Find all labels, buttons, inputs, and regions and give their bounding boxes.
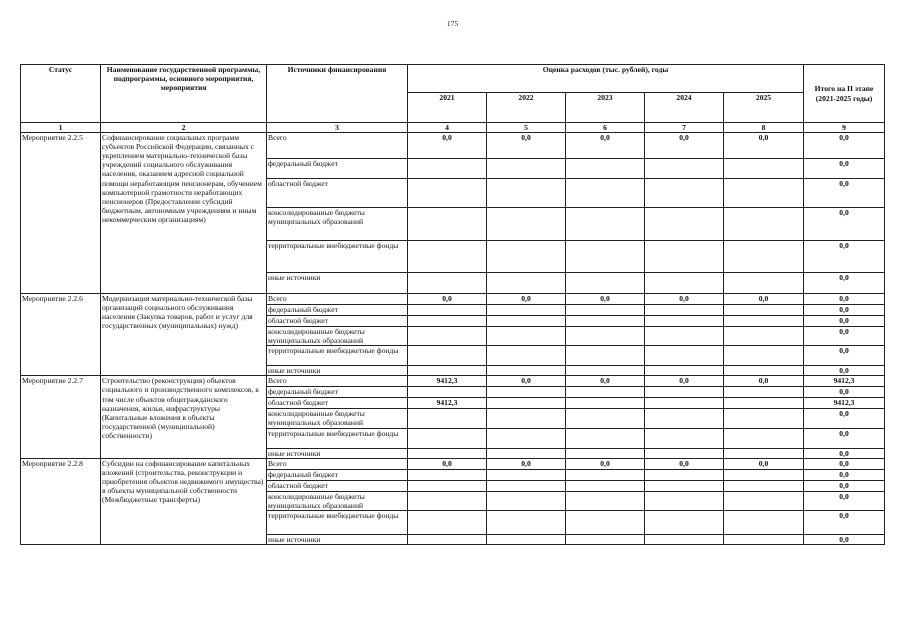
year-value [724,273,804,294]
year-value [724,428,804,448]
year-value [487,480,566,491]
column-index: 4 [408,123,487,133]
year-value [566,409,645,428]
total-value: 0,0 [804,510,885,534]
funding-source: областной бюджет [267,316,408,327]
header-total: Итого на II этапе (2021-2025 годы) [804,65,885,123]
year-value [724,398,804,409]
year-value [487,316,566,327]
total-value: 0,0 [804,159,885,179]
column-index: 7 [645,123,724,133]
header-year: 2023 [566,93,645,123]
year-value [724,305,804,316]
total-value: 0,0 [804,428,885,448]
funding-source: иные источники [267,273,408,294]
funding-source: федеральный бюджет [267,305,408,316]
year-value [645,346,724,366]
header-status: Статус [21,65,101,123]
year-value [566,387,645,398]
total-value: 0,0 [804,366,885,376]
funding-source: иные источники [267,366,408,376]
measure-name: Субсидии на софинансирование капитальных вложений (строительства, реконструкции и приобретения объектов недвижимого имущества) в объекты муниципальной собственности (Межбюджетные трансферты) [101,458,267,544]
year-value [566,346,645,366]
year-value [645,510,724,534]
total-value: 0,0 [804,273,885,294]
total-value: 0,0 [804,294,885,305]
year-value [487,387,566,398]
year-value [645,316,724,327]
funding-source: территориальные внебюджетные фонды [267,428,408,448]
total-value: 0,0 [804,491,885,510]
year-value [487,366,566,376]
year-value [566,398,645,409]
year-value [487,179,566,208]
year-value [645,159,724,179]
year-value [408,428,487,448]
measure-status: Мероприятие 2.2.7 [21,376,101,458]
total-value: 0,0 [804,305,885,316]
funding-source: федеральный бюджет [267,469,408,480]
year-value [487,409,566,428]
year-value [724,387,804,398]
total-value: 9412,3 [804,376,885,387]
year-value [487,273,566,294]
year-value [645,179,724,208]
year-value [566,273,645,294]
year-value [566,327,645,346]
header-year: 2021 [408,93,487,123]
year-value [487,305,566,316]
year-value [487,241,566,273]
year-value [487,428,566,448]
year-value [645,428,724,448]
expenditure-table [20,64,885,545]
funding-source: федеральный бюджет [267,387,408,398]
measure-name: Софинансирование социальных программ субъектов Российской Федерации, связанных с укреплением материально-технической базы учреждений социального обслуживания населения, оказанием адресной социальной помощи неработающим пенсионерам, обучением компьютерной грамотности неработающих пенсионеров (Предоставление субсидий бюджетным, автономным учреждениям и иным некоммерческим организациям) [101,133,267,294]
column-index: 9 [804,123,885,133]
year-value [487,448,566,458]
column-index: 6 [566,123,645,133]
year-value [566,159,645,179]
year-value [408,491,487,510]
year-value [408,387,487,398]
year-value [724,409,804,428]
year-value: 0,0 [724,376,804,387]
year-value: 0,0 [566,376,645,387]
year-value [645,387,724,398]
year-value [724,534,804,544]
funding-source: иные источники [267,534,408,544]
column-index: 3 [267,123,408,133]
table-row [21,133,885,159]
year-value [566,491,645,510]
header-year: 2025 [724,93,804,123]
year-value [566,534,645,544]
year-value [724,491,804,510]
year-value [566,448,645,458]
funding-source: территориальные внебюджетные фонды [267,510,408,534]
year-value: 0,0 [408,458,487,469]
funding-source: Всего [267,133,408,159]
year-value [487,398,566,409]
year-value [566,208,645,241]
year-value [566,241,645,273]
header-name: Наименование государственной программы, подпрограммы, основного мероприятия, мероприятия [101,65,267,123]
year-value: 0,0 [645,458,724,469]
year-value: 0,0 [566,133,645,159]
total-value: 0,0 [804,387,885,398]
year-value: 9412,3 [408,398,487,409]
year-value [487,346,566,366]
year-value [645,305,724,316]
year-value: 0,0 [487,294,566,305]
funding-source: консолидированные бюджеты муниципальных образований [267,491,408,510]
year-value: 0,0 [724,133,804,159]
year-value [645,398,724,409]
year-value [408,273,487,294]
year-value [724,469,804,480]
funding-source: консолидированные бюджеты муниципальных образований [267,208,408,241]
year-value: 0,0 [487,458,566,469]
year-value [645,208,724,241]
funding-source: Всего [267,458,408,469]
year-value [645,409,724,428]
year-value [487,327,566,346]
year-value [408,327,487,346]
table-row [21,294,885,305]
year-value [724,241,804,273]
header-year: 2024 [645,93,724,123]
year-value [408,366,487,376]
year-value: 0,0 [645,376,724,387]
funding-source: территориальные внебюджетные фонды [267,346,408,366]
year-value [408,469,487,480]
column-index: 8 [724,123,804,133]
year-value [566,469,645,480]
year-value [566,316,645,327]
year-value [408,316,487,327]
total-value: 0,0 [804,316,885,327]
funding-source: Всего [267,376,408,387]
year-value [408,241,487,273]
year-value [724,159,804,179]
year-value [487,159,566,179]
funding-source: территориальные внебюджетные фонды [267,241,408,273]
year-value [566,510,645,534]
year-value [724,366,804,376]
total-value: 0,0 [804,241,885,273]
year-value [645,366,724,376]
measure-name: Строительство (реконструкция) объектов социального и производственного комплексов, в том числе объектов общегражданского назначения, жилья, инфраструктуры (Капитальные вложения в объекты государственной (муниципальной) собственности) [101,376,267,458]
year-value [408,480,487,491]
year-value [408,534,487,544]
funding-source: консолидированные бюджеты муниципальных образований [267,327,408,346]
total-value: 0,0 [804,133,885,159]
year-value: 9412,3 [408,376,487,387]
total-value: 0,0 [804,179,885,208]
year-value [645,448,724,458]
year-value [724,179,804,208]
year-value [487,469,566,480]
total-value: 0,0 [804,208,885,241]
total-value: 9412,3 [804,398,885,409]
year-value [487,491,566,510]
header-sources: Источники финансирования [267,65,408,123]
table-row [21,376,885,387]
year-value [487,510,566,534]
total-value: 0,0 [804,409,885,428]
year-value [408,346,487,366]
year-value [724,510,804,534]
year-value [408,448,487,458]
year-value [724,448,804,458]
funding-source: областной бюджет [267,398,408,409]
column-index-row [21,123,885,133]
year-value [724,327,804,346]
funding-source: Всего [267,294,408,305]
total-value: 0,0 [804,448,885,458]
header-estimate: Оценка расходов (тыс. рублей), годы [408,65,804,93]
total-value: 0,0 [804,458,885,469]
measure-status: Мероприятие 2.2.8 [21,458,101,544]
year-value [487,534,566,544]
year-value [408,409,487,428]
year-value: 0,0 [408,133,487,159]
year-value [566,305,645,316]
total-value: 0,0 [804,534,885,544]
year-value [408,208,487,241]
year-value: 0,0 [408,294,487,305]
column-index: 5 [487,123,566,133]
funding-source: федеральный бюджет [267,159,408,179]
total-value: 0,0 [804,327,885,346]
column-index: 2 [101,123,267,133]
measure-name: Модернизация материально-технической базы организаций социального обслуживания населения (Закупка товаров, работ и услуг для государственных (муниципальных) нужд) [101,294,267,376]
year-value: 0,0 [645,133,724,159]
year-value [645,241,724,273]
header-year: 2022 [487,93,566,123]
column-index: 1 [21,123,101,133]
year-value [408,179,487,208]
funding-source: консолидированные бюджеты муниципальных образований [267,409,408,428]
funding-source: иные источники [267,448,408,458]
page-number: 175 [446,19,459,28]
year-value [645,480,724,491]
total-value: 0,0 [804,480,885,491]
year-value: 0,0 [645,294,724,305]
year-value: 0,0 [724,294,804,305]
year-value: 0,0 [487,376,566,387]
year-value [408,510,487,534]
year-value [408,305,487,316]
measure-status: Мероприятие 2.2.6 [21,294,101,376]
year-value [408,159,487,179]
year-value [487,208,566,241]
year-value [724,346,804,366]
year-value [566,480,645,491]
measure-status: Мероприятие 2.2.5 [21,133,101,294]
total-value: 0,0 [804,346,885,366]
year-value: 0,0 [566,294,645,305]
year-value [724,480,804,491]
year-value: 0,0 [487,133,566,159]
year-value [645,491,724,510]
funding-source: областной бюджет [267,179,408,208]
year-value [645,534,724,544]
year-value [645,273,724,294]
year-value [645,469,724,480]
year-value: 0,0 [566,458,645,469]
total-value: 0,0 [804,469,885,480]
year-value [566,179,645,208]
table-row [21,458,885,469]
funding-source: областной бюджет [267,480,408,491]
year-value: 0,0 [724,458,804,469]
year-value [724,208,804,241]
year-value [645,327,724,346]
year-value [566,366,645,376]
year-value [566,428,645,448]
year-value [724,316,804,327]
table-body [21,133,885,545]
